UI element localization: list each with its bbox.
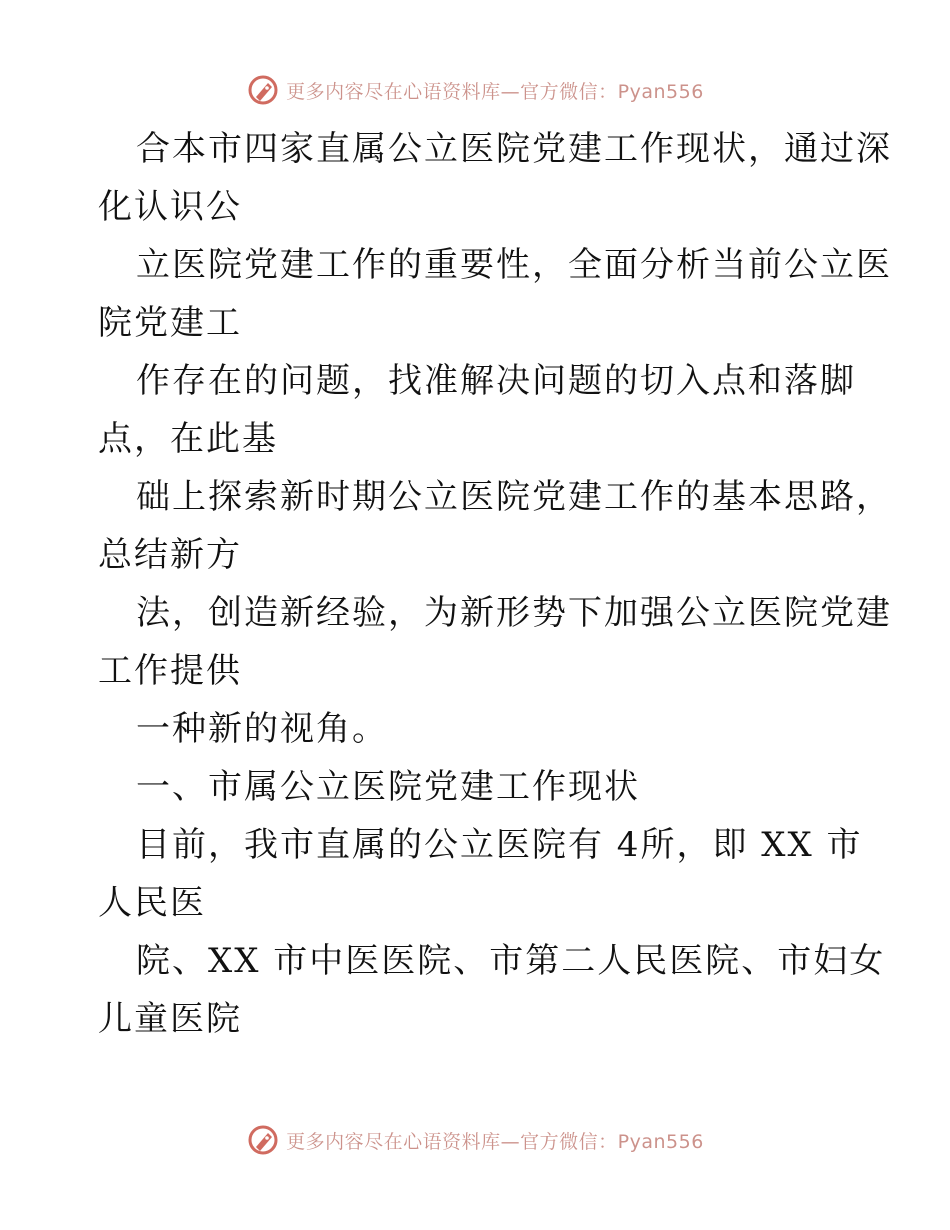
- text-line: 工作提供: [98, 651, 242, 691]
- pen-nib-logo-icon: [246, 1123, 280, 1157]
- watermark-text: 更多内容尽在心语资料库—官方微信：Pyan556: [286, 1130, 704, 1153]
- pen-nib-logo-icon: [246, 73, 280, 107]
- text-line: 立医院党建工作的重要性，全面分析当前公立医: [136, 245, 892, 285]
- text-line: 础上探索新时期公立医院党建工作的基本思路，: [136, 477, 892, 517]
- text-line: 法，创造新经验，为新形势下加强公立医院党建: [136, 593, 892, 633]
- text-line: 作存在的问题，找准解决问题的切入点和落脚: [136, 361, 856, 401]
- text-line: 点，在此基: [98, 419, 278, 459]
- text-line: 化认识公: [98, 187, 242, 227]
- watermark-text: 更多内容尽在心语资料库—官方微信：Pyan556: [286, 80, 704, 103]
- text-line: 院、XX 市中医医院、市第二人民医院、市妇女: [136, 941, 886, 981]
- header-watermark: [0, 70, 950, 110]
- footer-watermark: [0, 1120, 950, 1160]
- section-heading: 一、市属公立医院党建工作现状: [136, 767, 640, 807]
- text-line: 目前，我市直属的公立医院有 4所，即 XX 市: [136, 825, 863, 865]
- text-line: 儿童医院: [98, 999, 242, 1039]
- text-line: 合本市四家直属公立医院党建工作现状，通过深: [136, 129, 892, 169]
- document-body: [98, 120, 892, 1048]
- text-line: 院党建工: [98, 303, 242, 343]
- text-line: 一种新的视角。: [136, 709, 388, 749]
- text-line: 总结新方: [98, 535, 242, 575]
- text-line: 人民医: [98, 883, 206, 923]
